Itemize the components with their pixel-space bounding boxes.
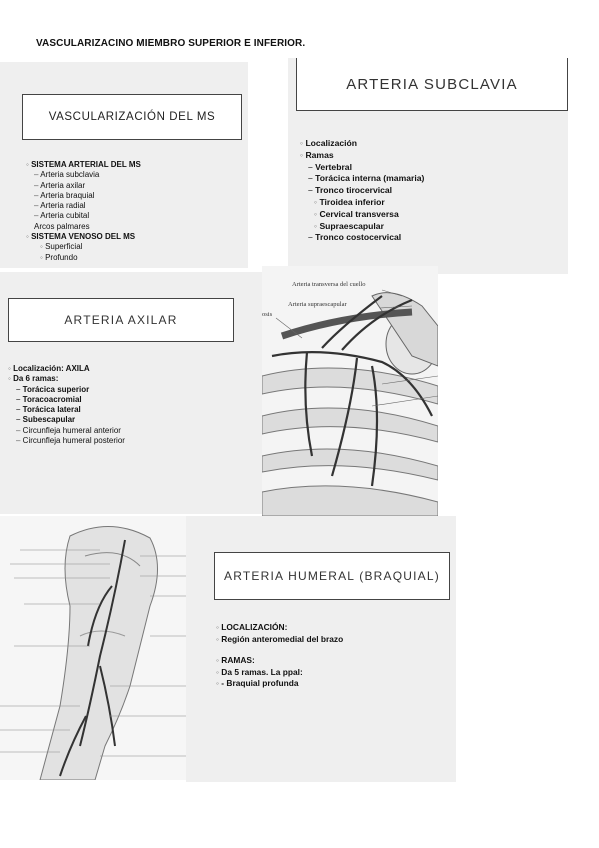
list-item: ◦ Profundo — [26, 253, 141, 263]
slide-vascularizacion — [0, 62, 248, 268]
list-item: – Arteria braquial — [26, 191, 141, 201]
list-item: ◦ Cervical transversa — [300, 209, 424, 221]
document-title: VASCULARIZACINO MIEMBRO SUPERIOR E INFERIOR. — [36, 38, 306, 49]
list-item: ◦ Ramas — [300, 150, 424, 162]
list-item: – Arteria subclavia — [26, 170, 141, 180]
slide-title-text: ARTERIA AXILAR — [64, 313, 178, 327]
list-item: – Tronco tirocervical — [300, 185, 424, 197]
list-item: – Arteria cubital — [26, 211, 141, 221]
slide-title-text: VASCULARIZACIÓN DEL MS — [48, 111, 216, 123]
list-item: – Arteria axilar — [26, 181, 141, 191]
shoulder-artery-illustration — [262, 266, 438, 516]
list-item: – Torácica superior — [8, 385, 125, 395]
list-item: ◦ SISTEMA ARTERIAL DEL MS — [26, 160, 141, 170]
list-item: – Vertebral — [300, 162, 424, 174]
list-item: ◦ Región anteromedial del brazo — [216, 634, 343, 646]
slide-title — [22, 94, 242, 140]
list-item: – Circunfleja humeral posterior — [8, 436, 125, 446]
list-item: ◦ Supraescapular — [300, 221, 424, 233]
list-item: – Torácica lateral — [8, 405, 125, 415]
list-item: – Circunfleja humeral anterior — [8, 426, 125, 436]
list-item: – Subescapular — [8, 415, 125, 425]
slide-title — [296, 58, 568, 111]
list-item: ◦ - Braquial profunda — [216, 678, 343, 690]
list-item: ◦ Localización: AXILA — [8, 364, 125, 374]
list-item: – Toracoacromial — [8, 395, 125, 405]
shoulder-label: Arteria transversa del cuello — [292, 281, 366, 288]
arm-artery-illustration — [0, 516, 186, 780]
slide-title-text: ARTERIA SUBCLAVIA — [346, 75, 518, 93]
list-item: ◦ Da 5 ramas. La ppal: — [216, 667, 343, 679]
list-item: ◦ Da 6 ramas: — [8, 374, 125, 384]
list-item: – Arteria radial — [26, 201, 141, 211]
bullet-list — [8, 364, 125, 446]
slide-arteria-subclavia — [288, 58, 568, 274]
bullet-list — [300, 138, 424, 244]
shoulder-label: Arteria supraescapular — [288, 301, 347, 308]
slide-arteria-humeral — [186, 516, 456, 782]
shoulder-label: osis — [262, 311, 273, 318]
slide-title-text: ARTERIA HUMERAL (BRAQUIAL) — [224, 569, 440, 583]
bullet-list — [26, 160, 141, 263]
list-item: ◦ Superficial — [26, 242, 141, 252]
list-item: ◦ RAMAS: — [216, 655, 343, 667]
slide-title — [214, 552, 450, 600]
slide-title — [8, 298, 234, 342]
list-item: – Tronco costocervical — [300, 232, 424, 244]
list-item: – Torácica interna (mamaria) — [300, 173, 424, 185]
list-item: ◦ SISTEMA VENOSO DEL MS — [26, 232, 141, 242]
list-item: Arcos palmares — [34, 221, 90, 231]
slide-arteria-axilar — [0, 272, 262, 514]
bullet-list — [216, 622, 343, 690]
list-item: ◦ LOCALIZACIÓN: — [216, 622, 343, 634]
list-item: ◦ Localización — [300, 138, 424, 150]
list-item: ◦ Tiroidea inferior — [300, 197, 424, 209]
